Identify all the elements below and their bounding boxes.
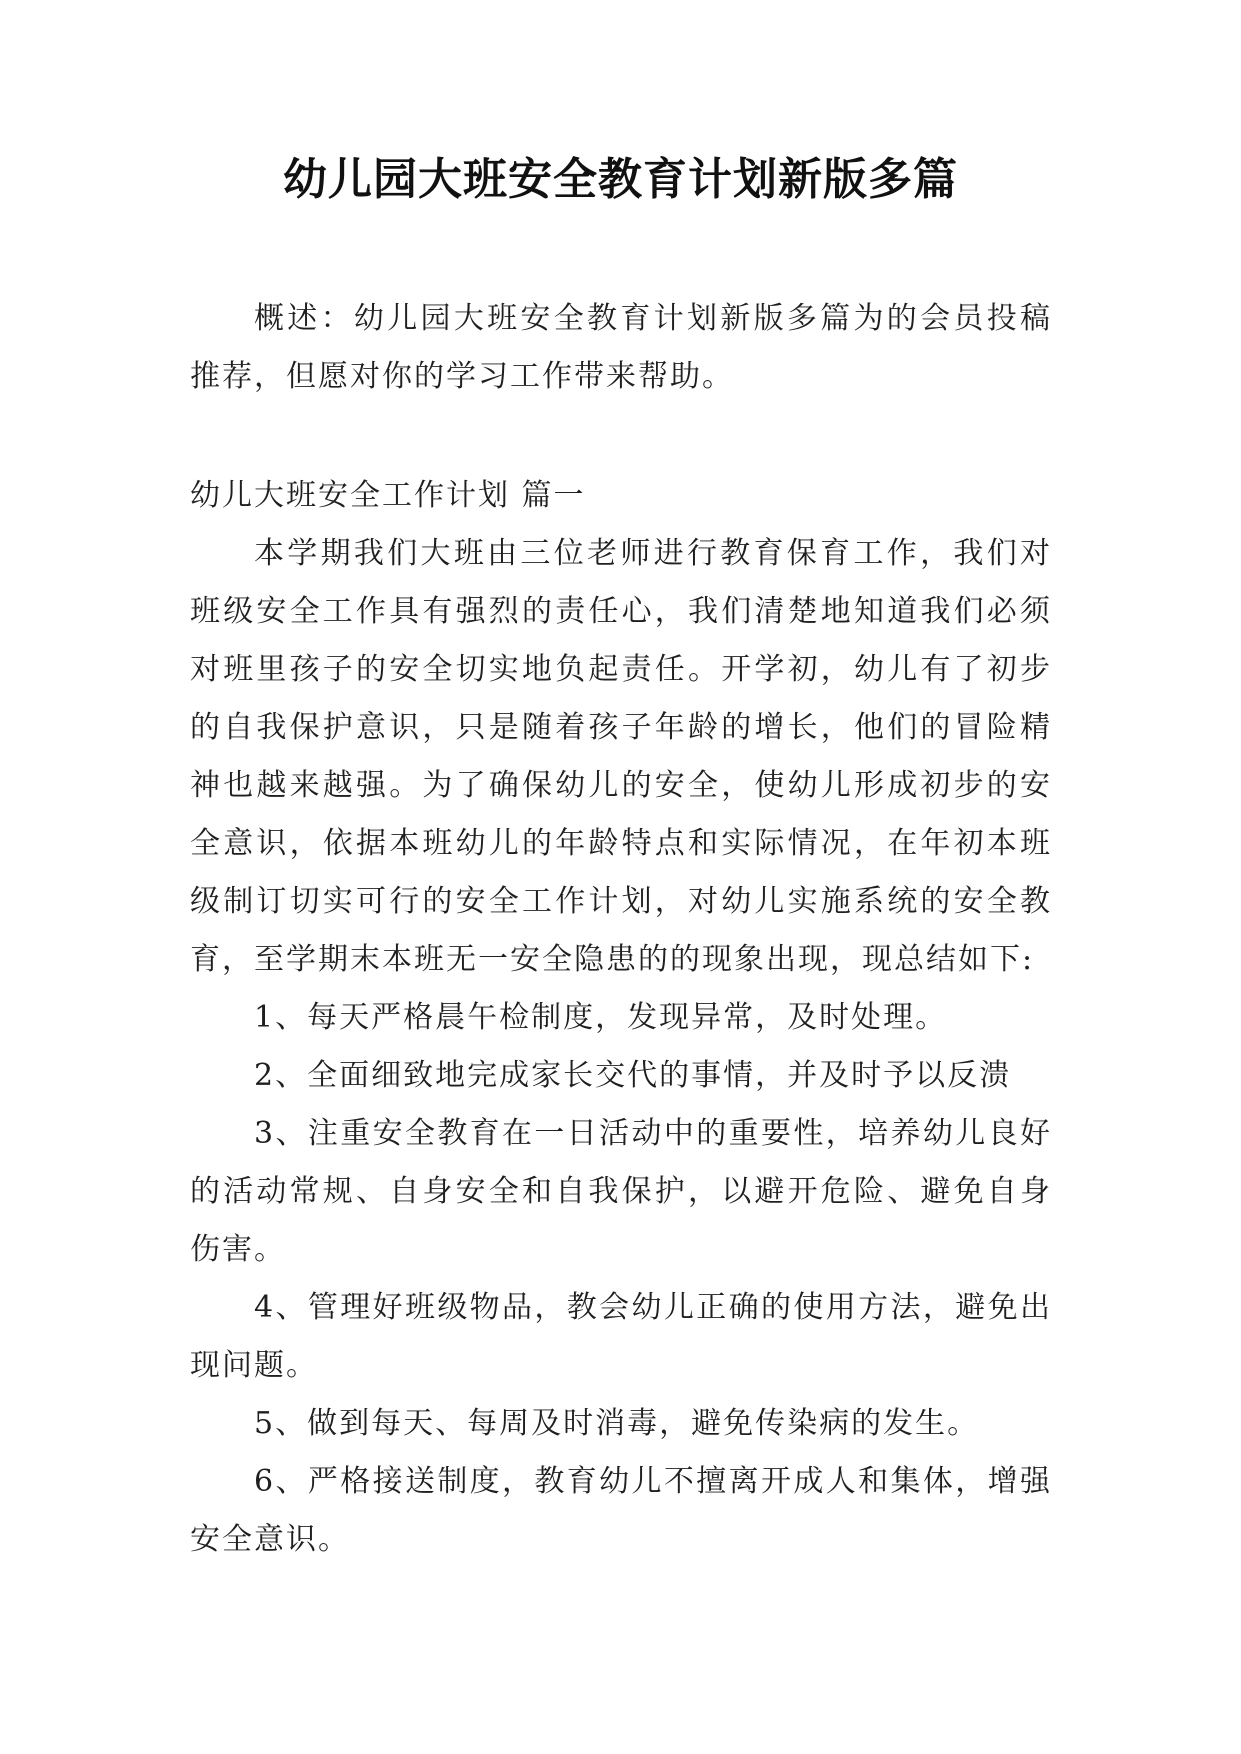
list-item-4: 4、管理好班级物品，教会幼儿正确的使用方法，避免出现问题。 — [190, 1290, 1052, 1383]
list-item-2: 2、全面细致地完成家长交代的事情，并及时予以反溃 — [254, 1058, 1012, 1093]
section-one — [190, 467, 1052, 1569]
document-title: 幼儿园大班安全教育计划新版多篇 — [283, 154, 958, 205]
intro-paragraph: 本学期我们大班由三位老师进行教育保育工作，我们对班级安全工作具有强烈的责任心，我们清楚地知道我们必须对班里孩子的安全切实地负起责任。开学初，幼儿有了初步的自我保护意识，只是随着孩子年龄的增长，他们的冒险精神也越来越强。为了确保幼儿的安全，使幼儿形成初步的安全意识，依据本班幼儿的年龄特点和实际情况，在年初本班级制订切实可行的安全工作计划，对幼儿实施系统的安全教育，至学期末本班无一安全隐患的的现象出现，现总结如下: — [190, 536, 1052, 977]
summary-text: 概述：幼儿园大班安全教育计划新版多篇为的会员投稿推荐，但愿对你的学习工作带来帮助。 — [190, 301, 1052, 394]
list-item-3: 3、注重安全教育在一日活动中的重要性，培养幼儿良好的活动常规、自身安全和自我保护，以避开危险、避免自身伤害。 — [190, 1116, 1052, 1267]
list-item-1: 1、每天严格晨午检制度，发现异常，及时处理。 — [254, 1000, 948, 1035]
list-item-6: 6、严格接送制度，教育幼儿不擅离开成人和集体，增强安全意识。 — [190, 1464, 1052, 1557]
summary-paragraph — [190, 290, 1052, 406]
list-item-5: 5、做到每天、每周及时消毒，避免传染病的发生。 — [254, 1406, 980, 1441]
section-heading: 幼儿大班安全工作计划 篇一 — [190, 478, 586, 513]
